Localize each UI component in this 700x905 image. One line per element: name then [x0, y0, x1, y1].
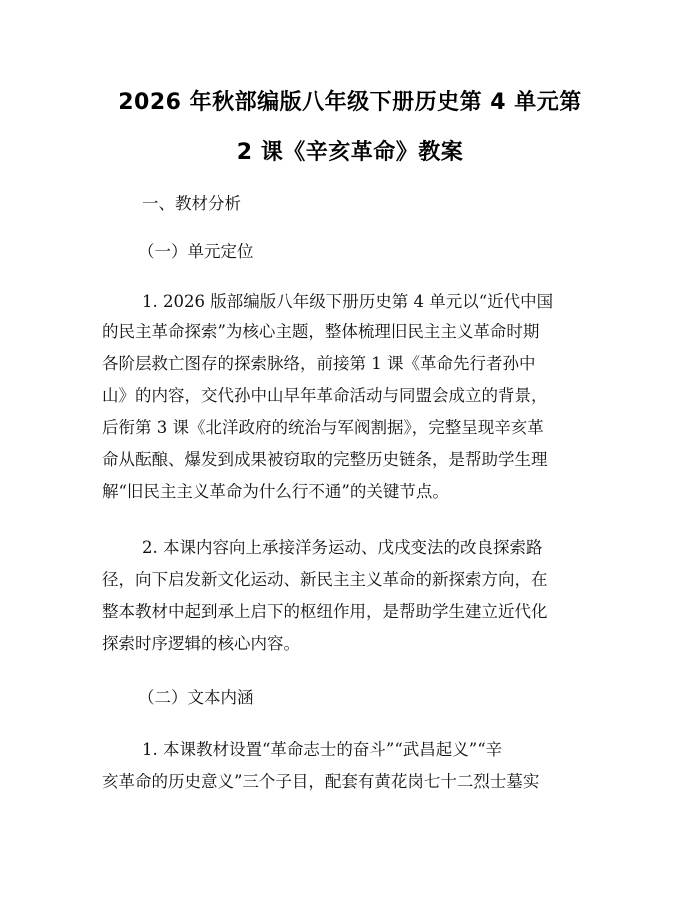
paragraph-1-line: 的民主革命探索”为核心主题，整体梳理旧民主主义革命时期 — [102, 322, 540, 341]
section-heading-teaching-material-analysis: 一、教材分析 — [142, 194, 241, 213]
paragraph-2-line: 探索时序逻辑的核心内容。 — [102, 634, 300, 653]
paragraph-1-line: 各阶层救亡图存的探索脉络，前接第 1 课《革命先行者孙中 — [102, 354, 536, 373]
subsection-heading-unit-position: （一）单元定位 — [138, 242, 254, 261]
paragraph-2-line: 2. 本课内容向上承接洋务运动、戊戌变法的改良探索路 — [142, 538, 543, 557]
document-title-line-2: 2 课《辛亥革命》教案 — [236, 140, 464, 165]
document-title-line-1: 2026 年秋部编版八年级下册历史第 4 单元第 — [118, 90, 582, 115]
paragraph-2-line: 整本教材中起到承上启下的枢纽作用，是帮助学生建立近代化 — [102, 602, 548, 621]
paragraph-1-line: 山》的内容，交代孙中山早年革命活动与同盟会成立的背景， — [102, 386, 548, 405]
subsection-heading-text-connotation: （二）文本内涵 — [138, 688, 254, 707]
paragraph-2-line: 径，向下启发新文化运动、新民主主义革命的新探索方向，在 — [102, 570, 548, 589]
paragraph-1-line: 1. 2026 版部编版八年级下册历史第 4 单元以“近代中国 — [142, 292, 554, 311]
paragraph-1-line: 解“旧民主主义革命为什么行不通”的关键节点。 — [102, 482, 449, 501]
paragraph-1-line: 命从酝酿、爆发到成果被窃取的完整历史链条，是帮助学生理 — [102, 450, 548, 469]
paragraph-3-line: 亥革命的历史意义”三个子目，配套有黄花岗七十二烈士墓实 — [102, 772, 540, 791]
paragraph-3-line: 1. 本课教材设置“革命志士的奋斗”“武昌起义”“辛 — [142, 740, 503, 759]
paragraph-1-line: 后衔第 3 课《北洋政府的统治与军阀割据》，完整呈现辛亥革 — [102, 418, 544, 437]
